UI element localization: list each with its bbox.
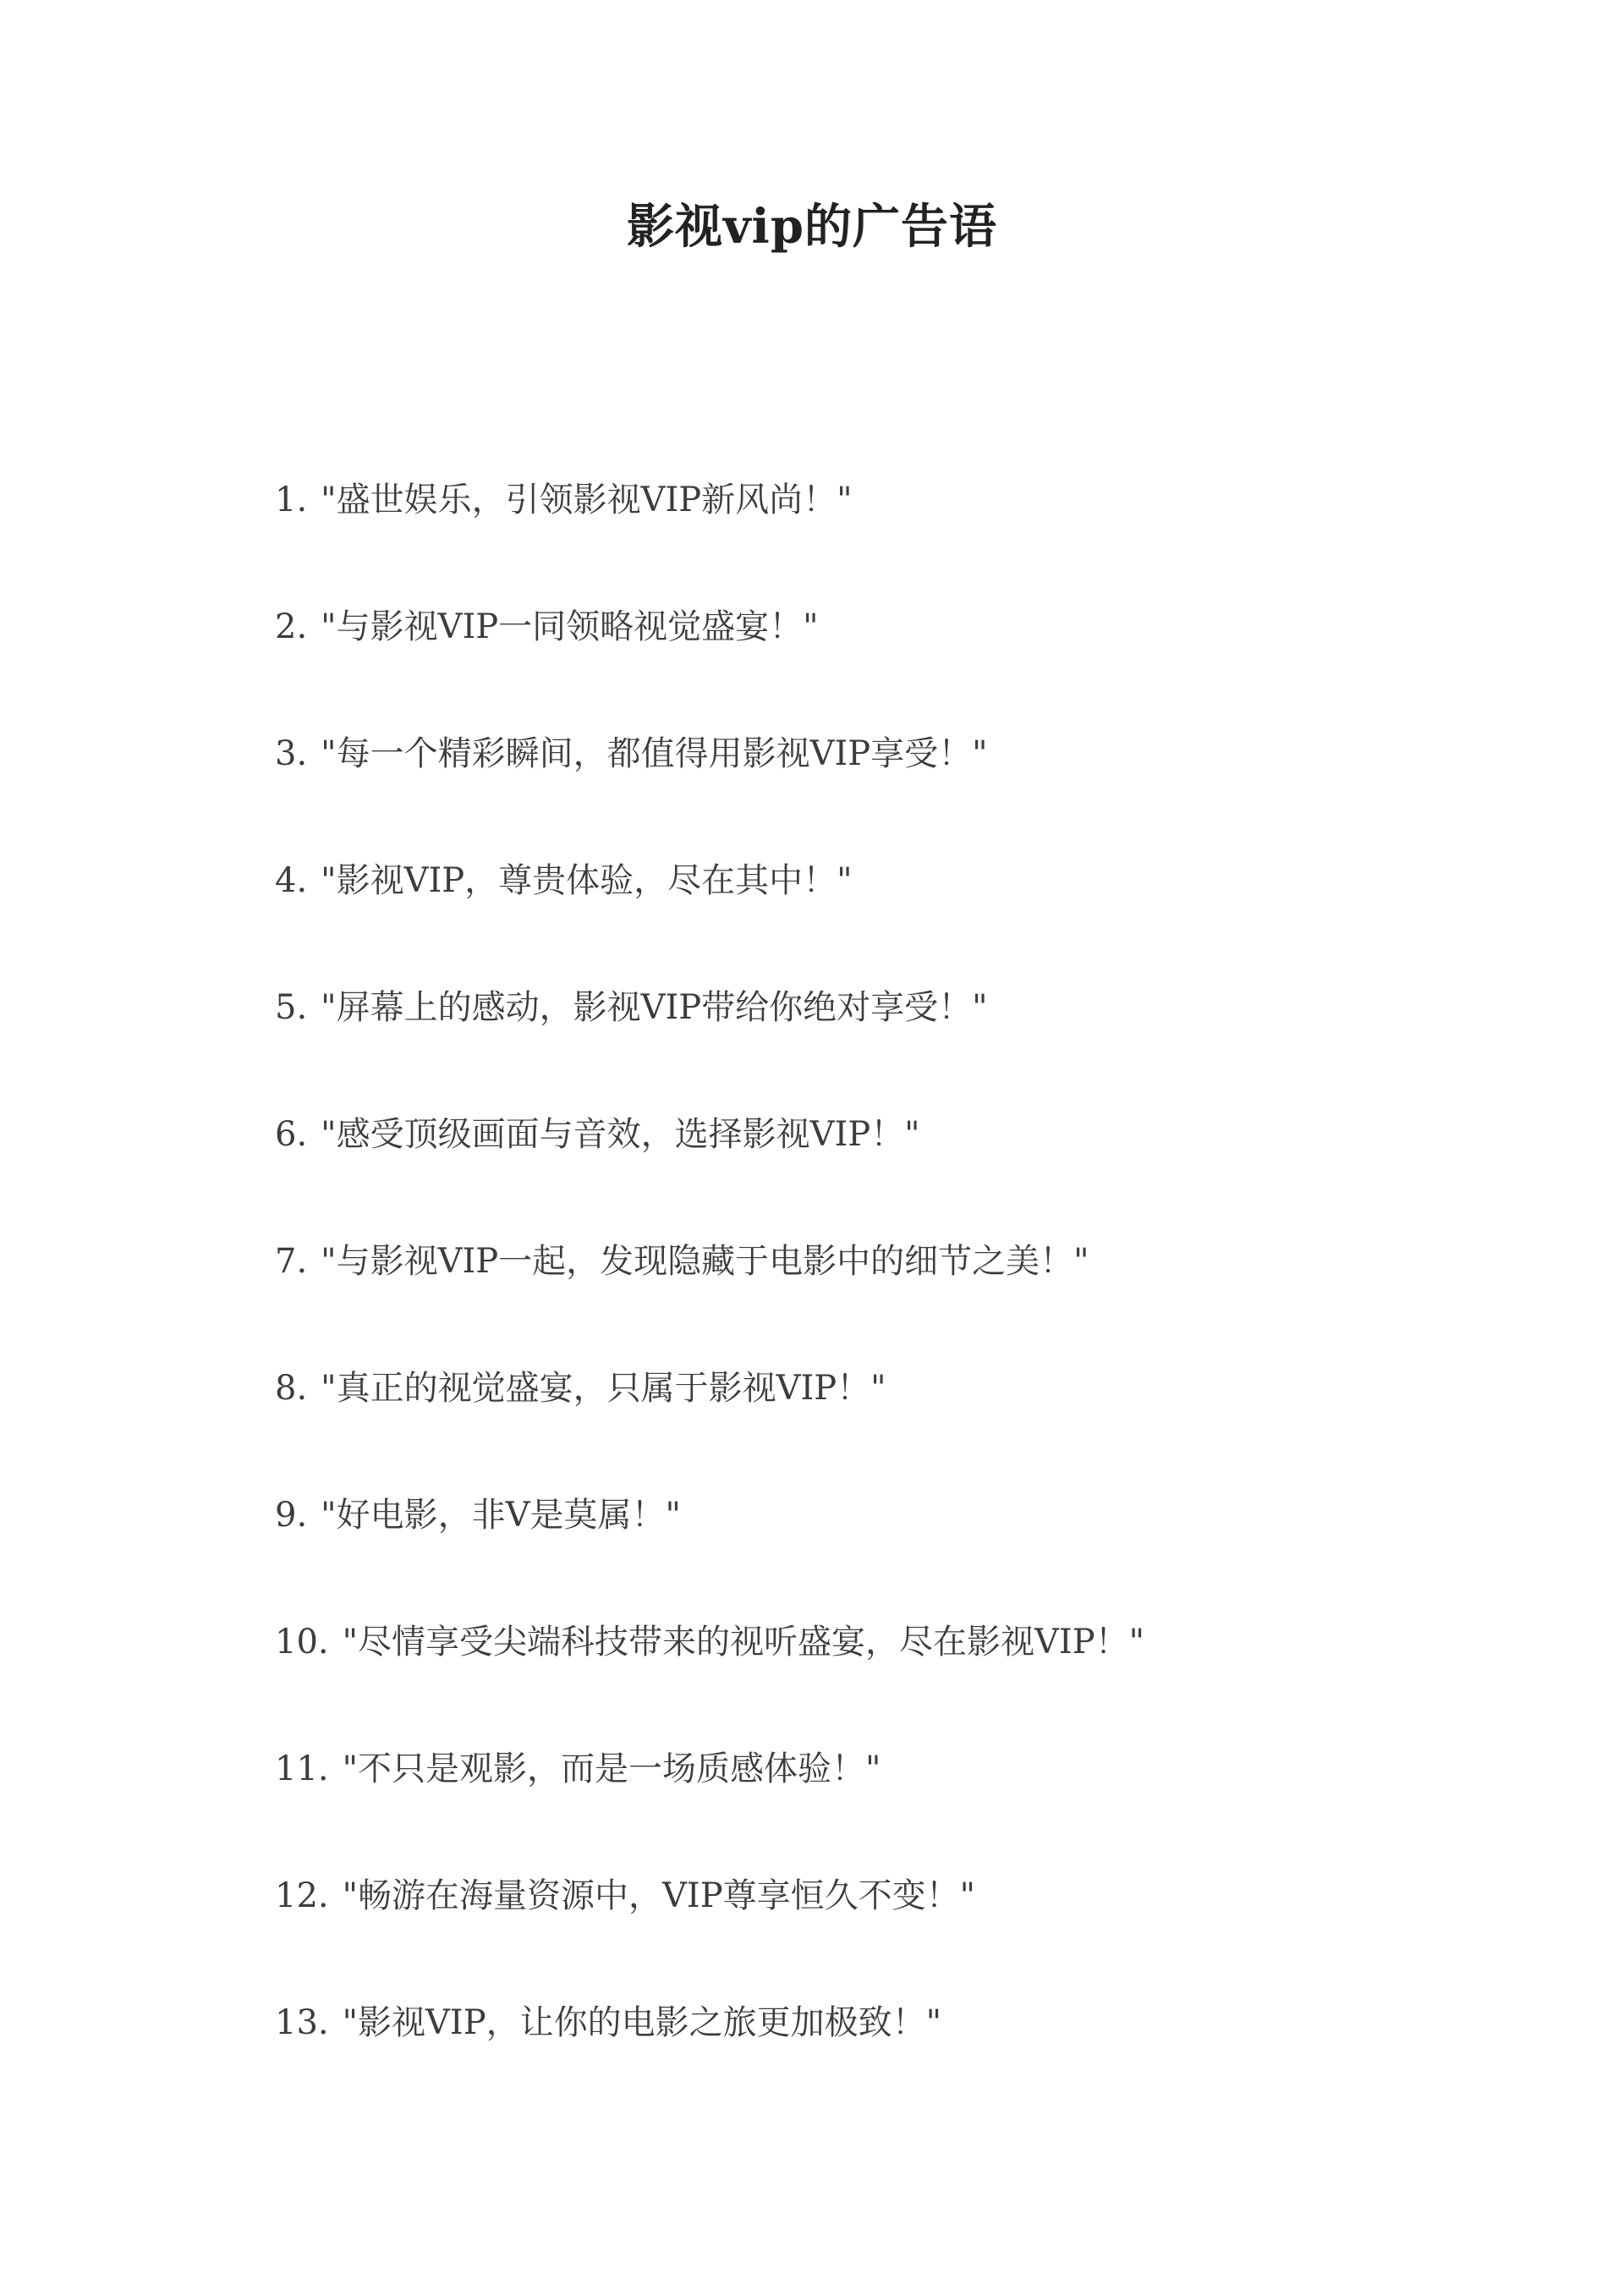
list-item-text: "与影视VIP一起，发现隐藏于电影中的细节之美！" (321, 1242, 1089, 1281)
list-item (275, 1832, 1459, 1959)
list-item-number: 10. (275, 1623, 329, 1662)
list-item-number: 3. (275, 734, 308, 773)
list-item (275, 563, 1459, 690)
list-item-number: 7. (275, 1242, 308, 1281)
list-item (275, 437, 1459, 563)
list-item-text: "影视VIP，让你的电影之旅更加极致！" (342, 2003, 942, 2042)
list-item-text: "每一个精彩瞬间，都值得用影视VIP享受！" (321, 734, 988, 773)
list-item (275, 1959, 1459, 2086)
list-item-number: 8. (275, 1369, 308, 1408)
list-item-text: "感受顶级画面与音效，选择影视VIP！" (321, 1115, 920, 1154)
list-item (275, 1579, 1459, 1706)
list-item-text: "与影视VIP一同领略视觉盛宴！" (321, 607, 819, 646)
list-item-number: 9. (275, 1496, 308, 1535)
list-item (275, 690, 1459, 817)
list-item-text: "真正的视觉盛宴，只属于影视VIP！" (321, 1369, 886, 1408)
list-item (275, 1325, 1459, 1452)
list-item-number: 2. (275, 607, 308, 646)
list-item-text: "影视VIP，尊贵体验，尽在其中！" (321, 861, 853, 900)
list-item-text: "屏幕上的感动，影视VIP带给你绝对享受！" (321, 988, 988, 1027)
list-item-text: "好电影，非V是莫属！" (321, 1496, 681, 1535)
list-item-number: 12. (275, 1876, 329, 1915)
list-item-text: "尽情享受尖端科技带来的视听盛宴，尽在影视VIP！" (342, 1623, 1145, 1662)
list-item-number: 5. (275, 988, 308, 1027)
list-item (275, 1198, 1459, 1325)
list-item-text: "畅游在海量资源中，VIP尊享恒久不变！" (342, 1876, 976, 1915)
list-item (275, 944, 1459, 1071)
list-item-number: 11. (275, 1749, 329, 1788)
list-item (275, 1452, 1459, 1579)
list-item (275, 1071, 1459, 1198)
slogan-list (275, 437, 1459, 2086)
list-item-number: 6. (275, 1115, 308, 1154)
page-title: 影视vip的广告语 (627, 199, 997, 255)
list-item-text: "不只是观影，而是一场质感体验！" (342, 1749, 881, 1788)
list-item-number: 13. (275, 2003, 329, 2042)
list-item (275, 1706, 1459, 1832)
list-item-number: 4. (275, 861, 308, 900)
list-item-text: "盛世娱乐，引领影视VIP新风尚！" (321, 481, 853, 519)
list-item-number: 1. (275, 481, 308, 519)
list-item (275, 817, 1459, 944)
